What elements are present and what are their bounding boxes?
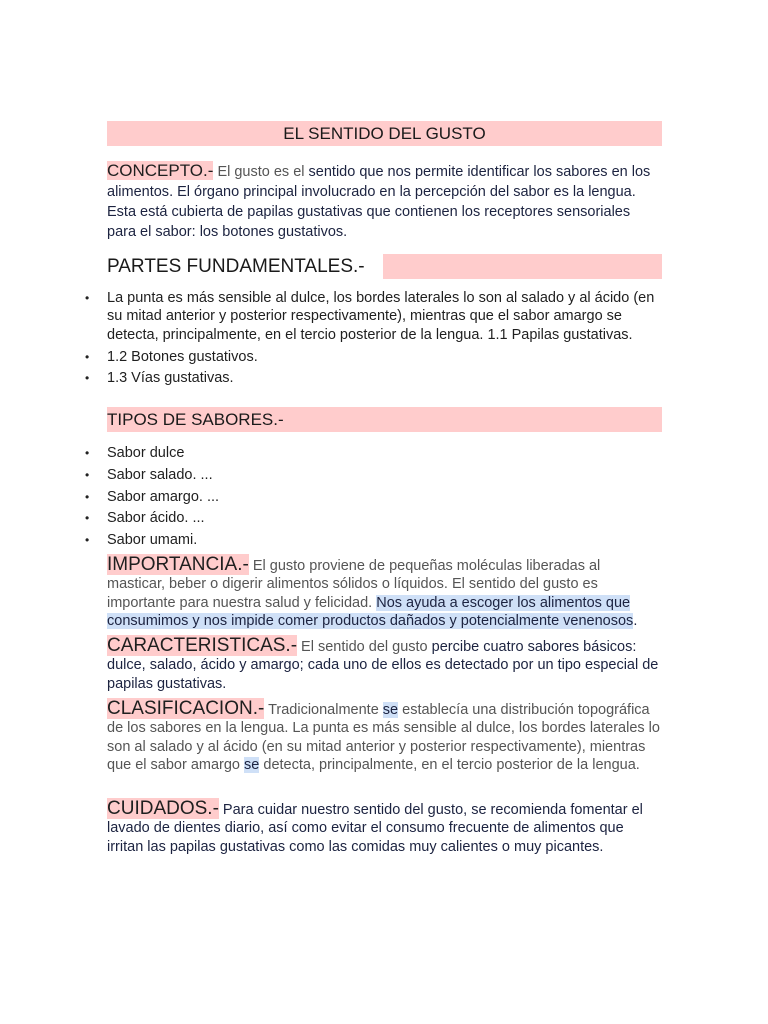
cuidados-text-b: fomentar el lavado de dientes diario, así como evitar el consumo frecuente de alimentos que irritan las papilas gustativas como las comidas muy calientes o muy picantes.: [107, 802, 643, 855]
page-title: EL SENTIDO DEL GUSTO: [107, 121, 662, 146]
concepto-heading: CONCEPTO.-: [107, 161, 214, 180]
importancia-text-b: Nos ayuda a escoger los alimentos que consumimos y nos impide comer productos dañados y potencialmente venenosos: [107, 594, 634, 629]
importancia-heading: IMPORTANCIA.-: [107, 554, 249, 575]
clasificacion-paragraph: [107, 700, 662, 774]
caracteristicas-text-b: percibe cuatro sabores básicos: dulce, salado, ácido y amargo; cada uno de ellos es detectado por un tipo especial de papilas gustativas.: [107, 639, 659, 692]
importancia-paragraph: [107, 556, 662, 630]
list-item: • La punta es más sensible al dulce, los bordes laterales lo son al salado y al ácido (en su mitad anterior y posterior respectivamente), mientras que el sabor amargo se detecta, principalmente, en el tercio posterior de la lengua. 1.1 Papilas gustativas.: [107, 289, 662, 344]
list-item: • 1.2 Botones gustativos.: [107, 347, 662, 369]
concepto-paragraph: [107, 161, 662, 242]
clasificacion-text-c: detecta, principalmente, en el tercio posterior de la lengua.: [259, 756, 640, 773]
clasificacion-text-a: Tradicionalmente: [264, 702, 383, 718]
clasificacion-heading: CLASIFICACION.-: [107, 698, 265, 719]
partes-heading-fill: [383, 254, 662, 279]
list-item: • Sabor amargo. ...: [107, 487, 662, 509]
clasificacion-text-b: establecía una distribución topográfica de los sabores en la lengua. La punta es más sensible al dulce, los bordes laterales lo son al salado y al ácido (en su mitad anterior y posterior respectivamente), mientras que el sabor amargo: [107, 702, 660, 773]
tipos-heading: TIPOS DE SABORES.-: [107, 410, 284, 429]
partes-heading-bar: [107, 254, 662, 279]
clasificacion-highlight-1: se: [382, 702, 399, 718]
list-item: • Sabor salado. ...: [107, 465, 662, 487]
partes-list: [107, 289, 662, 390]
concepto-text-b: sentido que nos permite identificar los sabores en los alimentos: [107, 164, 651, 200]
clasificacion-highlight-2: se: [244, 756, 260, 773]
tipos-list: [107, 443, 662, 552]
cuidados-paragraph: [107, 800, 662, 856]
list-item: • Sabor ácido. ...: [107, 508, 662, 530]
caracteristicas-heading: CARACTERISTICAS.-: [107, 635, 298, 656]
importancia-text-a: El gusto proviene de pequeñas moléculas liberadas al masticar, beber o digerir alimentos sólidos o líquidos. El sentido del gusto es importante para nuestra salud y felicidad.: [107, 558, 601, 611]
list-item: • Sabor dulce: [107, 443, 662, 465]
cuidados-heading: CUIDADOS.-: [107, 798, 219, 819]
concepto-text-c: . El órgano principal involucrado en la percepción del sabor es la lengua. Esta está cubierta de papilas gustativas que contienen los receptores sensoriales para el sabor: los botones gustativos.: [107, 184, 636, 240]
list-item: • 1.3 Vías gustativas.: [107, 368, 662, 390]
caracteristicas-text-a: El sentido del gusto: [297, 639, 432, 655]
caracteristicas-paragraph: [107, 637, 662, 693]
list-item: • Sabor umami.: [107, 530, 662, 552]
concepto-text-a: El gusto es el: [213, 164, 309, 180]
importancia-text-c: .: [633, 612, 638, 629]
partes-heading: PARTES FUNDAMENTALES.-: [107, 256, 365, 277]
tipos-heading-bar: [107, 407, 662, 432]
cuidados-text-a: Para cuidar nuestro sentido del gusto, se recomienda: [218, 802, 571, 818]
